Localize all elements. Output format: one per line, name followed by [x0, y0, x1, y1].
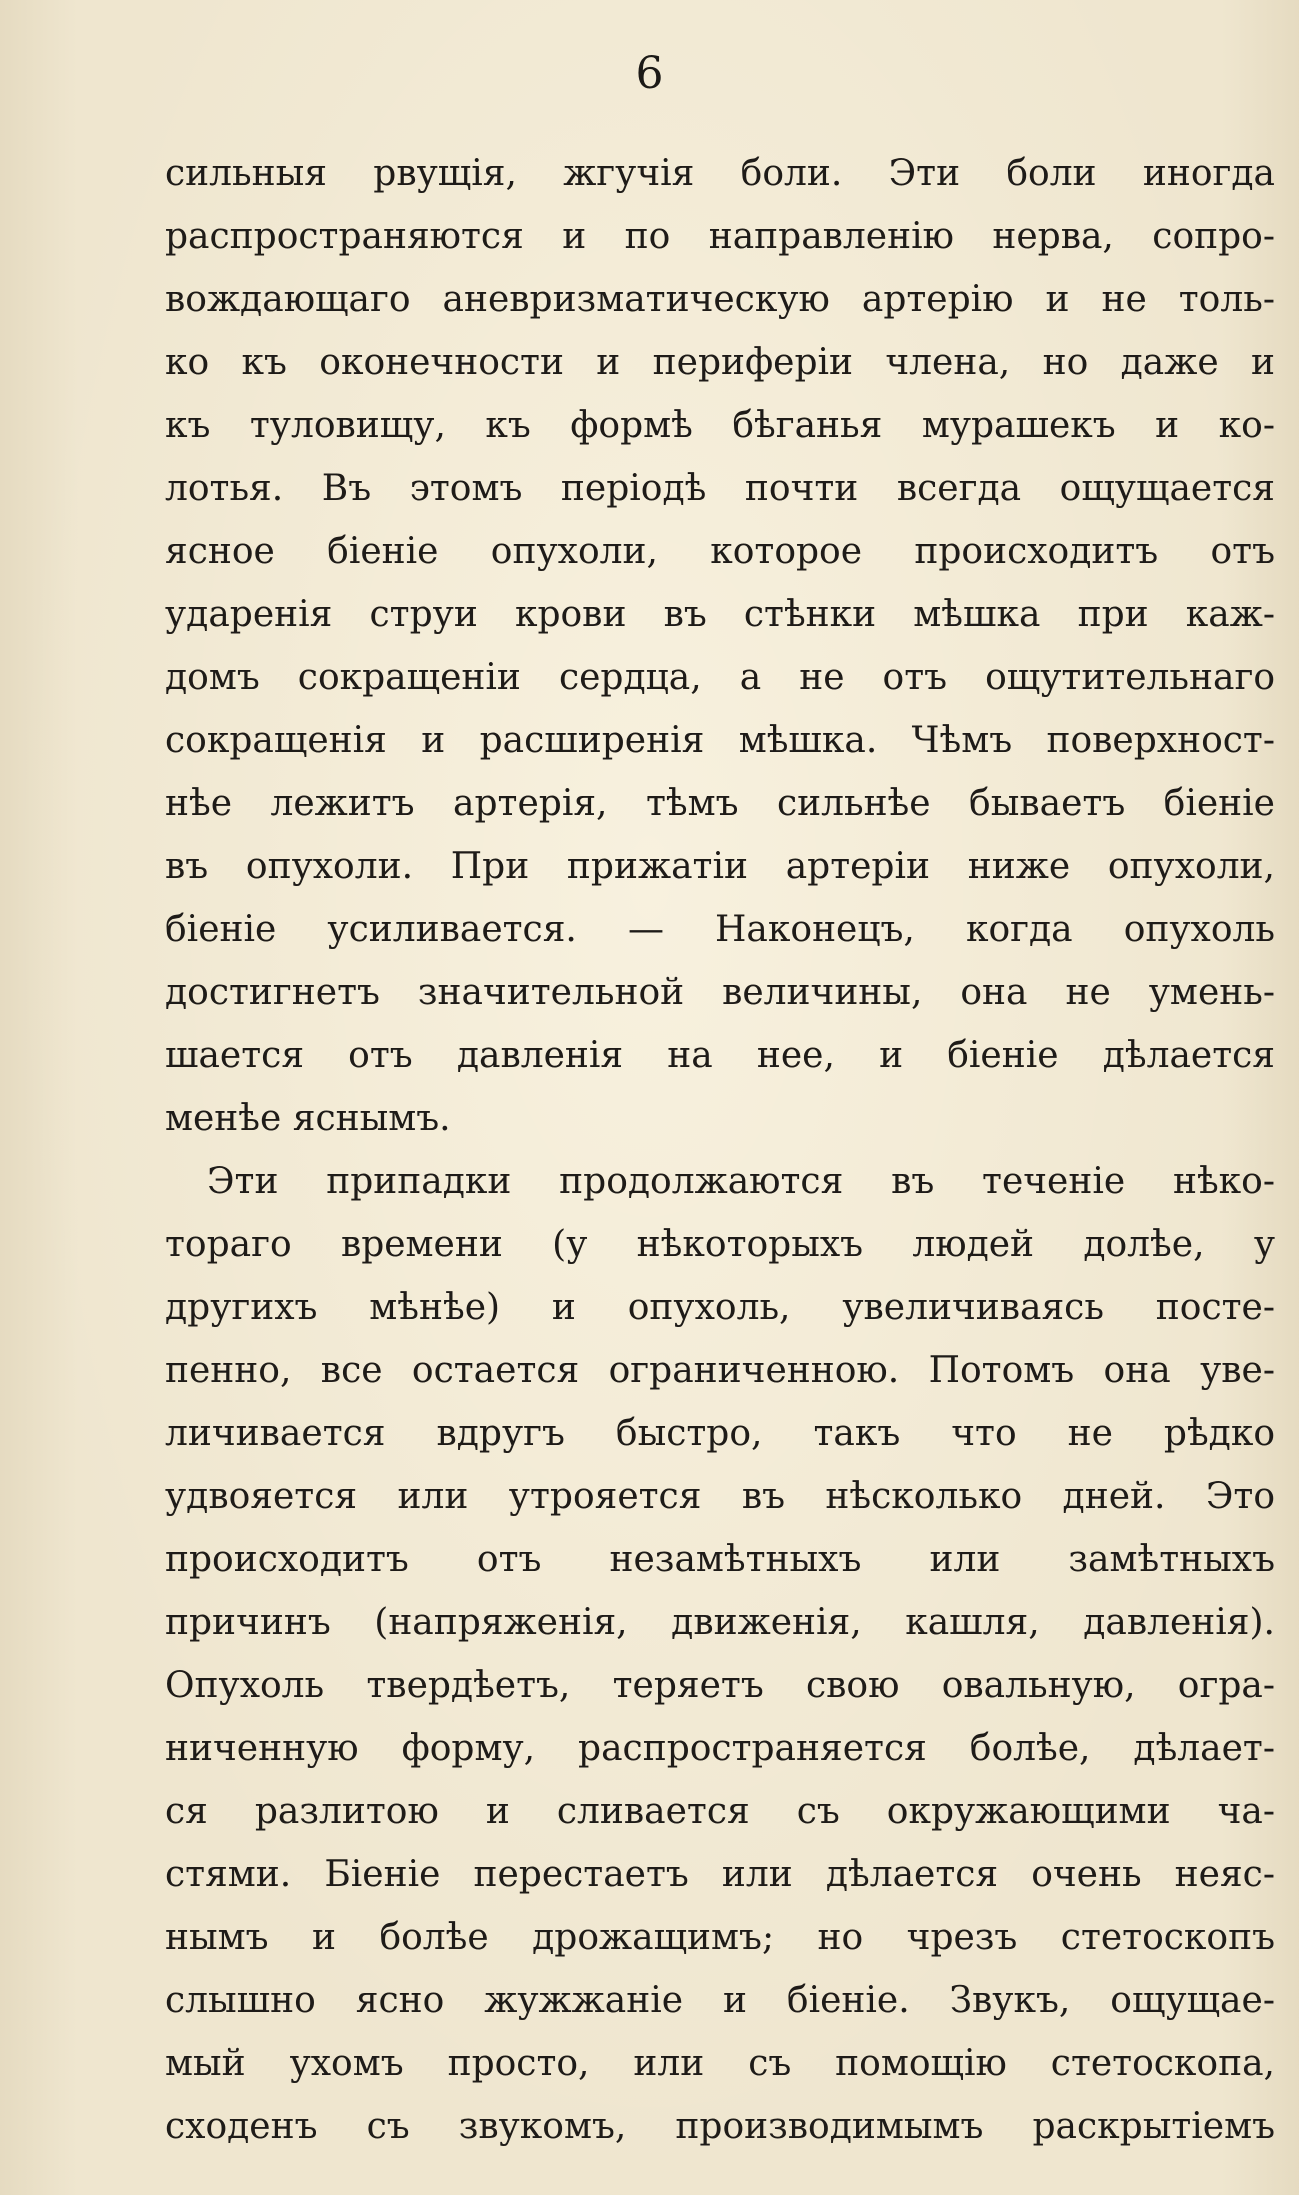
text-line: другихъ мѣнѣе) и опухоль, увеличиваясь посте-: [165, 1287, 1275, 1328]
text-line: личивается вдругъ быстро, такъ что не рѣдко: [165, 1413, 1275, 1454]
text-line: біеніе усиливается. — Наконецъ, когда опухоль: [165, 909, 1275, 950]
text-line: стями. Біеніе перестаетъ или дѣлается очень неяс-: [165, 1854, 1275, 1895]
text-line: шается отъ давленія на нее, и біеніе дѣлается: [165, 1035, 1275, 1076]
text-line: ниченную форму, распространяется болѣе, дѣлает-: [165, 1728, 1275, 1769]
text-line: нѣе лежитъ артерія, тѣмъ сильнѣе бываетъ біеніе: [165, 783, 1275, 824]
text-line: домъ сокращеніи сердца, а не отъ ощутительнаго: [165, 657, 1275, 698]
text-line: причинъ (напряженія, движенія, кашля, давленія).: [165, 1602, 1275, 1643]
text-line: достигнетъ значительной величины, она не умень-: [165, 972, 1275, 1013]
text-line: происходитъ отъ незамѣтныхъ или замѣтныхъ: [165, 1539, 1275, 1580]
text-line: Опухоль твердѣетъ, теряетъ свою овальную, огра-: [165, 1665, 1275, 1706]
text-line: пенно, все остается ограниченною. Потомъ она уве-: [165, 1350, 1275, 1391]
body-text: [165, 142, 1275, 2158]
text-line: сокращенія и расширенія мѣшка. Чѣмъ поверхност-: [165, 720, 1275, 761]
text-line: лотья. Въ этомъ періодѣ почти всегда ощущается: [165, 468, 1275, 509]
text-line: ударенія струи крови въ стѣнки мѣшка при каж-: [165, 594, 1275, 635]
text-line: нымъ и болѣе дрожащимъ; но чрезъ стетоскопъ: [165, 1917, 1275, 1958]
text-line: распространяются и по направленію нерва, сопро-: [165, 216, 1275, 257]
paragraph-end-line: менѣе яснымъ.: [165, 1098, 451, 1139]
text-line: къ туловищу, къ формѣ бѣганья мурашекъ и ко-: [165, 405, 1275, 446]
text-line: ясное біеніе опухоли, которое происходитъ отъ: [165, 531, 1275, 572]
text-line: ся разлитою и сливается съ окружающими ча-: [165, 1791, 1275, 1832]
text-line: сильныя рвущія, жгучія боли. Эти боли иногда: [165, 153, 1275, 194]
text-line: въ опухоли. При прижатіи артеріи ниже опухоли,: [165, 846, 1275, 887]
text-line: удвояется или утрояется въ нѣсколько дней. Это: [165, 1476, 1275, 1517]
text-line: тораго времени (у нѣкоторыхъ людей долѣе, у: [165, 1224, 1275, 1265]
text-line: вождающаго аневризматическую артерію и не толь-: [165, 279, 1275, 320]
text-line: мый ухомъ просто, или съ помощію стетоскопа,: [165, 2043, 1275, 2084]
text-line: ко къ оконечности и периферіи члена, но даже и: [165, 342, 1275, 383]
text-line: слышно ясно жужжаніе и біеніе. Звукъ, ощущае-: [165, 1980, 1275, 2021]
page-number: 6: [635, 48, 664, 99]
text-line: сходенъ съ звукомъ, производимымъ раскрытіемъ: [165, 2106, 1275, 2147]
paragraph-start-line: Эти припадки продолжаются въ теченіе нѣко-: [207, 1161, 1275, 1202]
